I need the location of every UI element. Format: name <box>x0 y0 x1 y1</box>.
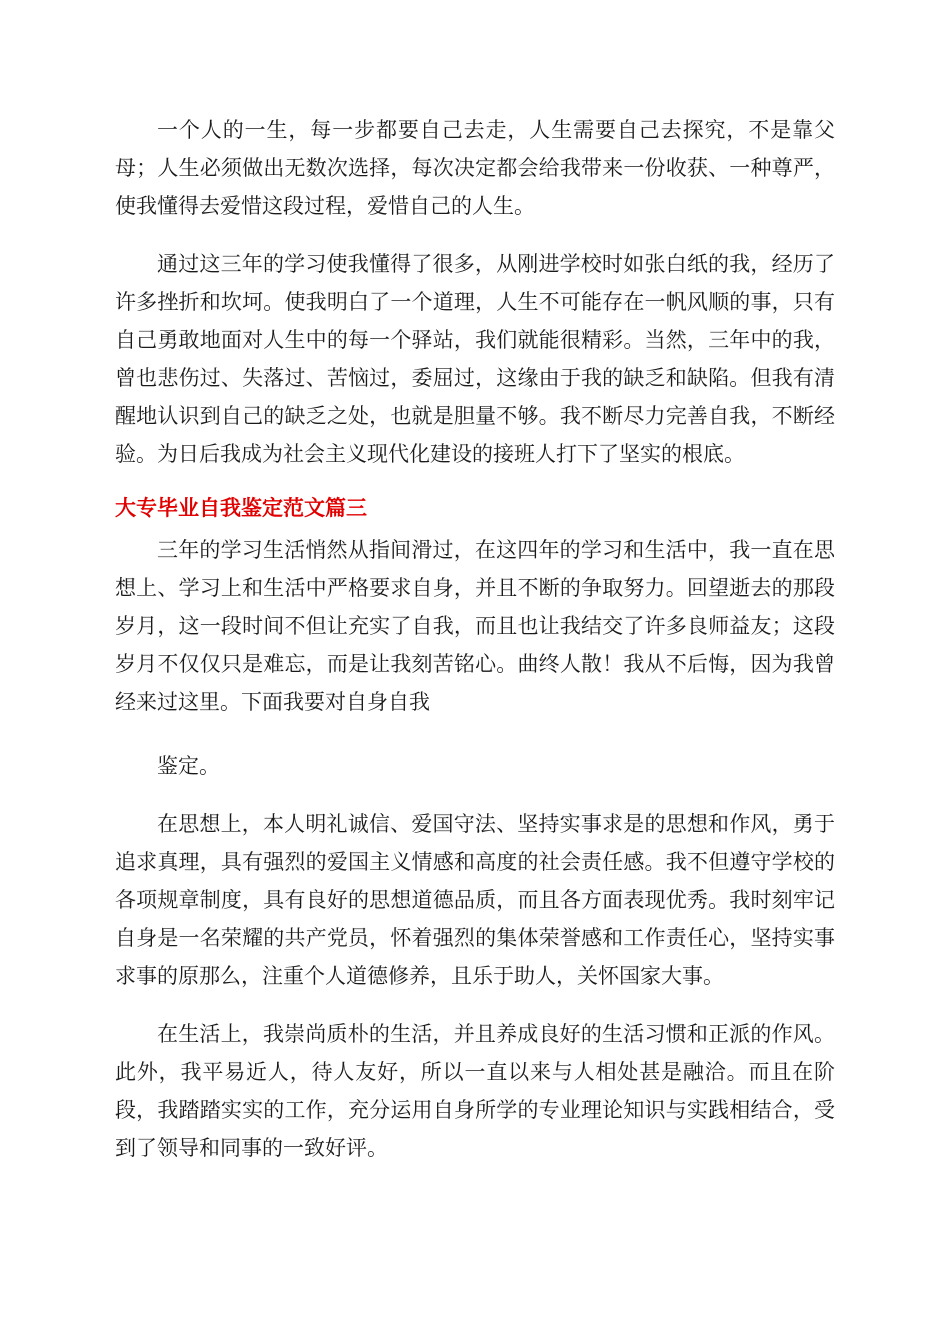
paragraph-study-life: 三年的学习生活悄然从指间滑过，在这四年的学习和生活中，我一直在思想上、学习上和生活中严格要求自身，并且不断的争取努力。回望逝去的那段岁月，这一段时间不但让充实了自我，而且也让我结交了许多良师益友；这段岁月不仅仅只是难忘，而是让我刻苦铭心。曲终人散！我从不后悔，因为我曾经来过这里。下面我要对自身自我 <box>115 538 835 714</box>
paragraph-ideology: 在思想上，本人明礼诚信、爱国守法、坚持实事求是的思想和作风，勇于追求真理，具有强烈的爱国主义情感和高度的社会责任感。我不但遵守学校的各项规章制度，具有良好的思想道德品质，而且各方面表现优秀。我时刻牢记自身是一名荣耀的共产党员，怀着强烈的集体荣誉感和工作责任心，坚持实事求事的原那么，注重个人道德修养，且乐于助人，关怀国家大事。 <box>115 812 835 988</box>
paragraph-life-journey: 一个人的一生，每一步都要自己去走，人生需要自己去探究，不是靠父母；人生必须做出无数次选择，每次决定都会给我带来一份收获、一种尊严，使我懂得去爱惜这段过程，爱惜自己的人生。 <box>115 118 835 218</box>
paragraph-three-years: 通过这三年的学习使我懂得了很多，从刚进学校时如张白纸的我，经历了许多挫折和坎坷。使我明白了一个道理，人生不可能存在一帆风顺的事，只有自己勇敢地面对人生中的每一个驿站，我们就能很精彩。当然，三年中的我，曾也悲伤过、失落过、苦恼过，委屈过，这缘由于我的缺乏和缺陷。但我有清醒地认识到自己的缺乏之处，也就是胆量不够。我不断尽力完善自我，不断经验。为日后我成为社会主义现代化建设的接班人打下了坚实的根底。 <box>115 252 835 466</box>
paragraph-appraisal-word: 鉴定。 <box>157 754 220 778</box>
document-body <box>115 111 835 1187</box>
paragraph-daily-life: 在生活上，我崇尚质朴的生活，并且养成良好的生活习惯和正派的作风。此外，我平易近人，待人友好，所以一直以来与人相处甚是融洽。而且在阶段，我踏踏实实的工作，充分运用自身所学的专业理论知识与实践相结合，受到了领导和同事的一致好评。 <box>115 1022 835 1160</box>
section-heading: 大专毕业自我鉴定范文篇三 <box>115 496 367 520</box>
